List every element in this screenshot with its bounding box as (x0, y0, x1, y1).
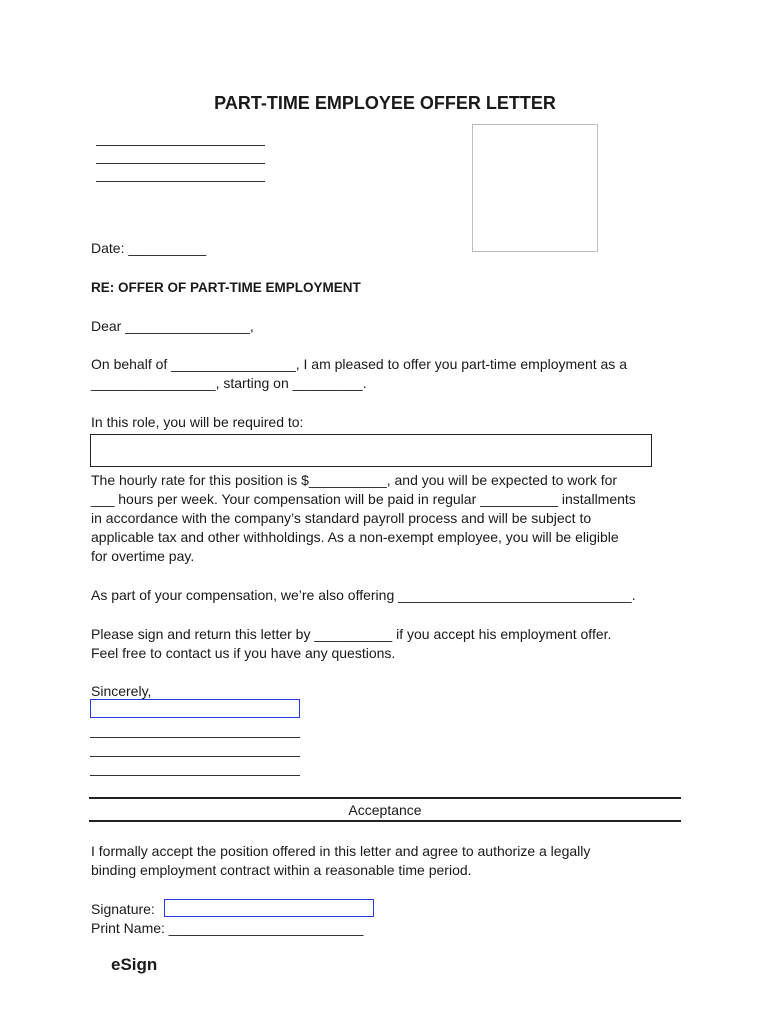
duties-field[interactable] (90, 434, 652, 467)
signature-label: Signature: (91, 901, 155, 917)
acceptance-heading: Acceptance (348, 802, 422, 818)
employer-line-2 (90, 756, 300, 757)
closing: Sincerely, (91, 683, 152, 699)
acceptance-rule-bottom (89, 820, 681, 822)
salutation: Dear ________________, (91, 318, 254, 334)
rate-line-4: applicable tax and other withholdings. As a non-exempt employee, you will be eligible (91, 529, 619, 545)
signature-field[interactable] (164, 899, 374, 917)
return-line-1: Please sign and return this letter by __________ if you accept his employment offer. (91, 626, 612, 642)
role-intro: In this role, you will be required to: (91, 414, 304, 430)
employer-line-3 (90, 775, 300, 776)
print-name-line: Print Name: _________________________ (91, 920, 364, 936)
logo-placeholder[interactable] (472, 124, 598, 252)
address-line-2 (96, 163, 265, 164)
behalf-line-2: ________________, starting on _________. (91, 375, 367, 391)
esign-logo: eSign (111, 955, 158, 974)
address-line-1 (96, 145, 265, 146)
rate-line-3: in accordance with the company’s standard payroll process and will be subject to (91, 510, 592, 526)
behalf-line-1: On behalf of ________________, I am pleased to offer you part-time employment as a (91, 356, 627, 372)
address-line-3 (96, 181, 265, 182)
employer-line-1 (90, 737, 300, 738)
acceptance-rule-top (89, 797, 681, 799)
rate-line-5: for overtime pay. (91, 548, 195, 564)
offering-line: As part of your compensation, we’re also offering ______________________________. (91, 587, 636, 603)
document-title: PART-TIME EMPLOYEE OFFER LETTER (214, 93, 556, 113)
rate-line-1: The hourly rate for this position is $__________, and you will be expected to work for (91, 472, 618, 488)
rate-line-2: ___ hours per week. Your compensation will be paid in regular __________ installments (91, 491, 636, 507)
return-line-2: Feel free to contact us if you have any questions. (91, 645, 396, 661)
re-line: RE: OFFER OF PART-TIME EMPLOYMENT (91, 280, 361, 295)
employer-signature-field[interactable] (90, 699, 300, 718)
accept-line-1: I formally accept the position offered in this letter and agree to authorize a legally (91, 843, 591, 859)
accept-line-2: binding employment contract within a reasonable time period. (91, 862, 472, 878)
date-line: Date: __________ (91, 240, 207, 256)
